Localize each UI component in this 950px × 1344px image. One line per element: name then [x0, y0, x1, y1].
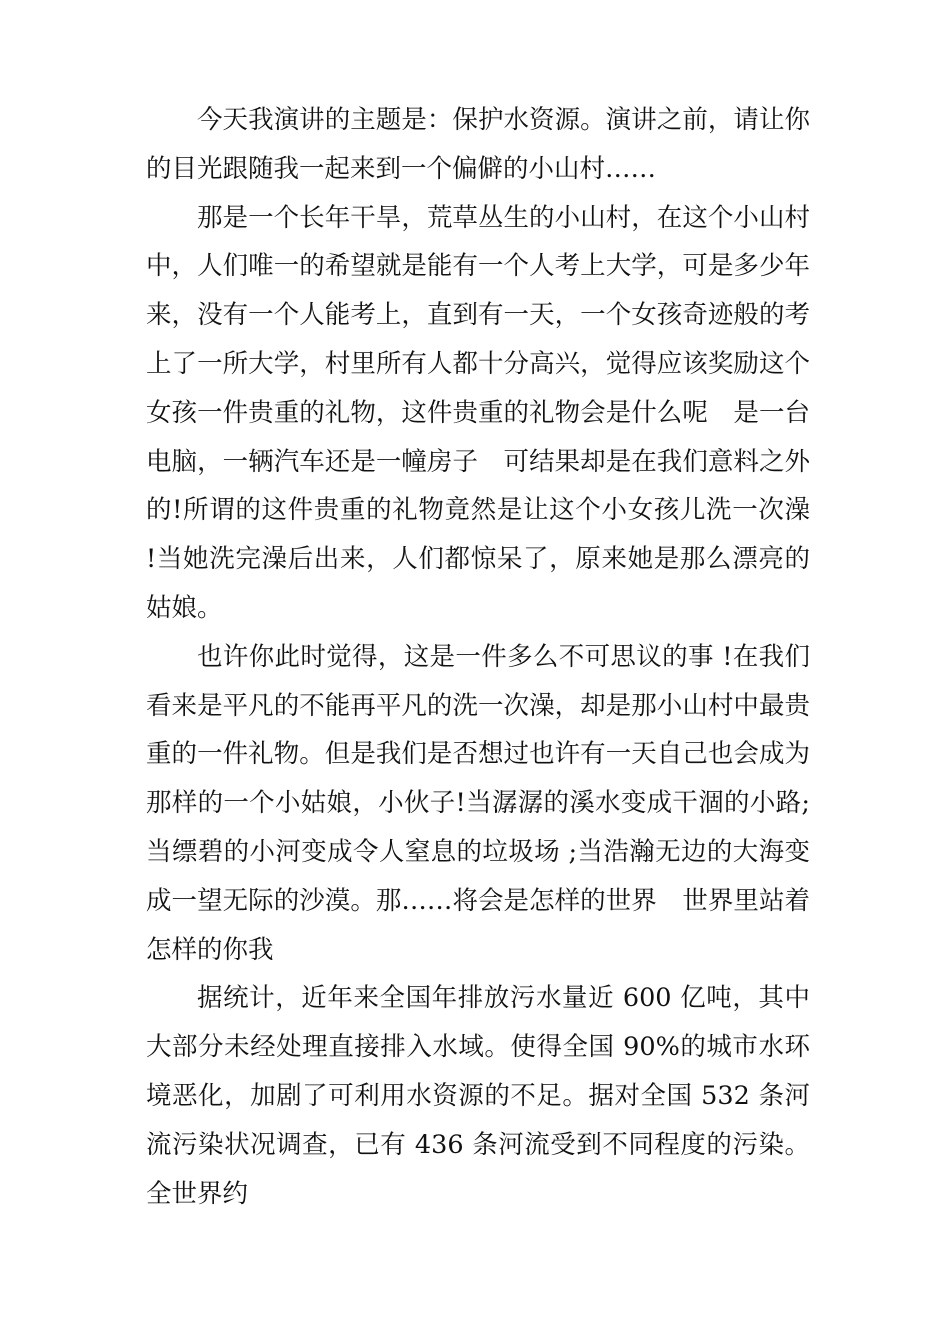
paragraph-reflection: 也许你此时觉得，这是一件多么不可思议的事 !在我们看来是平凡的不能再平凡的洗一次澡，却是那小山村中最贵重的一件礼物。但是我们是否想过也许有一天自己也会成为那样的一个小姑娘，小伙子!当潺潺的溪水变成干涸的小路;当缥碧的小河变成令人窒息的垃圾场 ;当浩瀚无边的大海变成一望无际的沙漠。那……将会是怎样的世界 世界里站着怎样的你我: [146, 641, 810, 965]
document-body: [146, 96, 810, 1218]
paragraph-intro: 今天我演讲的主题是：保护水资源。演讲之前，请让你的目光跟随我一起来到一个偏僻的小山村……: [146, 105, 810, 184]
paragraph-village-story: 那是一个长年干旱，荒草丛生的小山村，在这个小山村中，人们唯一的希望就是能有一个人考上大学，可是多少年来，没有一个人能考上，直到有一天，一个女孩奇迹般的考上了一所大学，村里所有人都十分高兴，觉得应该奖励这个女孩一件贵重的礼物，这件贵重的礼物会是什么呢 是一台电脑，一辆汽车还是一幢房子 可结果却是在我们意料之外的!所谓的这件贵重的礼物竟然是让这个小女孩儿洗一次澡 !当她洗完澡后出来，人们都惊呆了，原来她是那么漂亮的姑娘。: [146, 202, 810, 623]
paragraph-statistics: 据统计，近年来全国年排放污水量近 600 亿吨，其中大部分未经处理直接排入水域。使得全国 90%的城市水环境恶化，加剧了可利用水资源的不足。据对全国 532 条河流污染状况调查，已有 436 条河流受到不同程度的污染。全世界约: [146, 983, 810, 1209]
